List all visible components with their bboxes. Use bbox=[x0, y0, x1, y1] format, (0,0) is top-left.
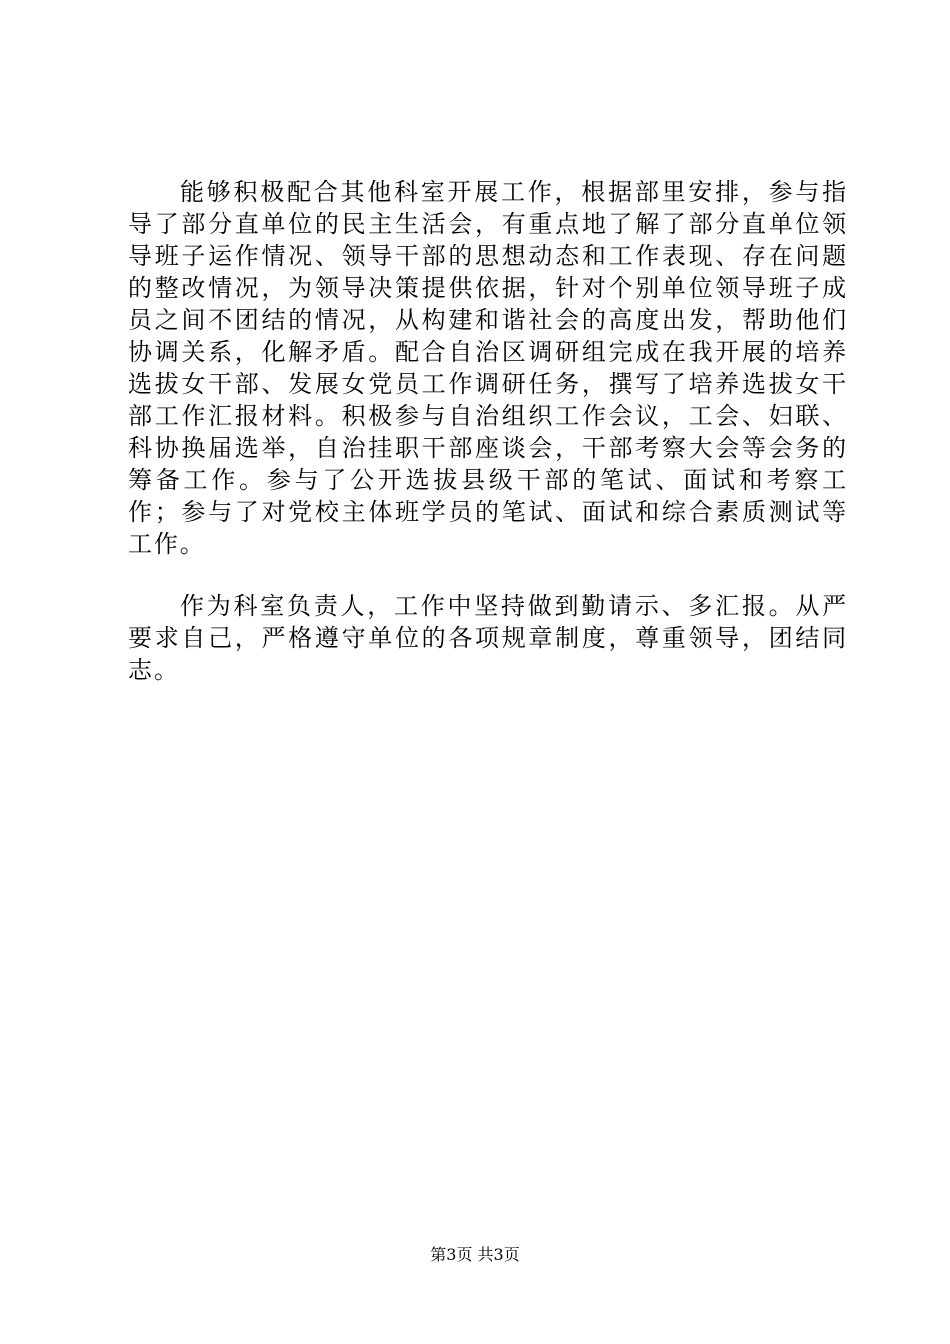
page-number: 第3页 共3页 bbox=[430, 1245, 520, 1264]
page-footer bbox=[0, 1245, 950, 1265]
paragraph: 作为科室负责人，工作中坚持做到勤请示、多汇报。从严要求自己，严格遵守单位的各项规章制度，尊重领导，团结同志。 bbox=[128, 592, 848, 684]
paragraph: 能够积极配合其他科室开展工作，根据部里安排，参与指导了部分直单位的民主生活会，有重点地了解了部分直单位领导班子运作情况、领导干部的思想动态和工作表现、存在问题的整改情况，为领导决策提供依据，针对个别单位领导班子成员之间不团结的情况，从构建和谐社会的高度出发，帮助他们协调关系，化解矛盾。配合自治区调研组完成在我开展的培养选拔女干部、发展女党员工作调研任务，撰写了培养选拔女干部工作汇报材料。积极参与自治组织工作会议，工会、妇联、科协换届选举，自治挂职干部座谈会，干部考察大会等会务的筹备工作。参与了公开选拔县级干部的笔试、面试和考察工作；参与了对党校主体班学员的笔试、面试和综合素质测试等工作。 bbox=[128, 178, 848, 558]
document-body bbox=[128, 176, 848, 686]
